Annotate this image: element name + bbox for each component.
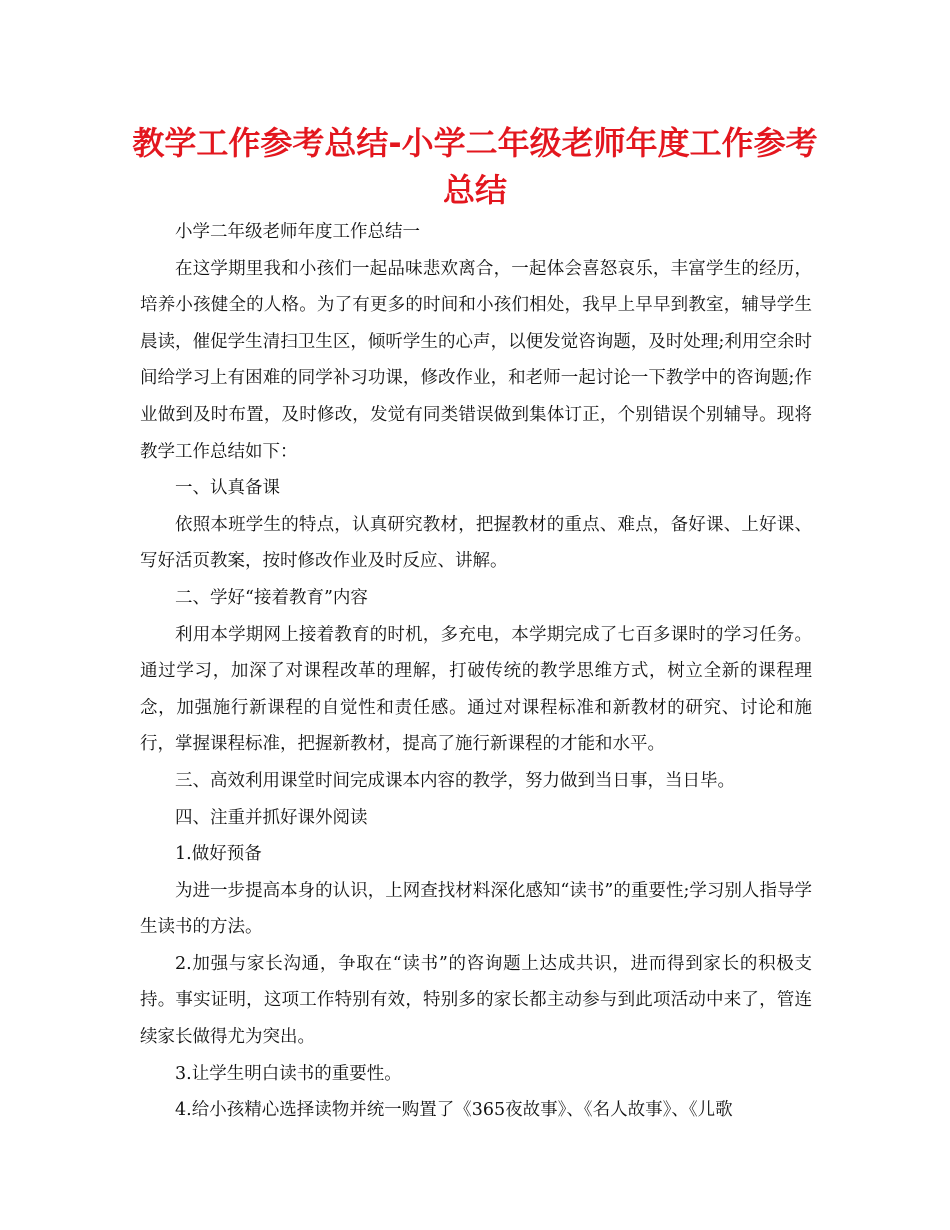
list-item: 1.做好预备 xyxy=(175,844,262,865)
list-item: 3.让学生明白读书的重要性。 xyxy=(175,1063,402,1084)
section-heading-2: 二、学好“接着教育”内容 xyxy=(175,587,368,608)
paragraph: 利用本学期网上接着教育的时机，多充电，本学期完成了七百多课时的学习任务。通过学习，加深了对课程改革的理解，打破传统的教学思维方式，树立全新的课程理念，加强施行新课程的自觉性和责任感。通过对课程标准和新教材的研究、讨论和施行，掌握课程标准，把握新教材，提高了施行新课程的才能和水平。 xyxy=(140,624,812,755)
section-heading-3: 三、高效利用课堂时间完成课本内容的教学，努力做到当日事，当日毕。 xyxy=(175,770,735,791)
document-body xyxy=(140,214,812,1129)
list-item: 4.给小孩精心选择读物并统一购置了《365夜故事》、《名人故事》、《儿歌 xyxy=(175,1100,733,1121)
paragraph: 依照本班学生的特点，认真研究教材，把握教材的重点、难点，备好课、上好课、写好活页教案，按时修改作业及时反应、讲解。 xyxy=(140,514,812,572)
paragraph-subtitle: 小学二年级老师年度工作总结一 xyxy=(175,222,420,242)
paragraph: 为进一步提高本身的认识，上网查找材料深化感知“读书”的重要性;学习别人指导学生读书的方法。 xyxy=(140,880,812,938)
list-item: 2.加强与家长沟通，争取在“读书”的咨询题上达成共识，进而得到家长的积极支持。事实证明，这项工作特别有效，特别多的家长都主动参与到此项活动中来了，管连续家长做得尤为突出。 xyxy=(140,953,812,1048)
document-title: 教学工作参考总结-小学二年级老师年度工作参考总结 xyxy=(132,124,818,209)
section-heading-1: 一、认真备课 xyxy=(175,478,280,499)
section-heading-4: 四、注重并抓好课外阅读 xyxy=(175,807,368,828)
paragraph-intro: 在这学期里我和小孩们一起品味悲欢离合，一起体会喜怒哀乐，丰富学生的经历，培养小孩健全的人格。为了有更多的时间和小孩们相处，我早上早早到教室，辅导学生晨读，催促学生清扫卫生区，倾听学生的心声，以便发觉咨询题，及时处理;利用空余时间给学习上有困难的同学补习功课，修改作业，和老师一起讨论一下教学中的咨询题;作业做到及时布置，及时修改，发觉有同类错误做到集体订正，个别错误个别辅导。现将教学工作总结如下： xyxy=(140,258,812,462)
